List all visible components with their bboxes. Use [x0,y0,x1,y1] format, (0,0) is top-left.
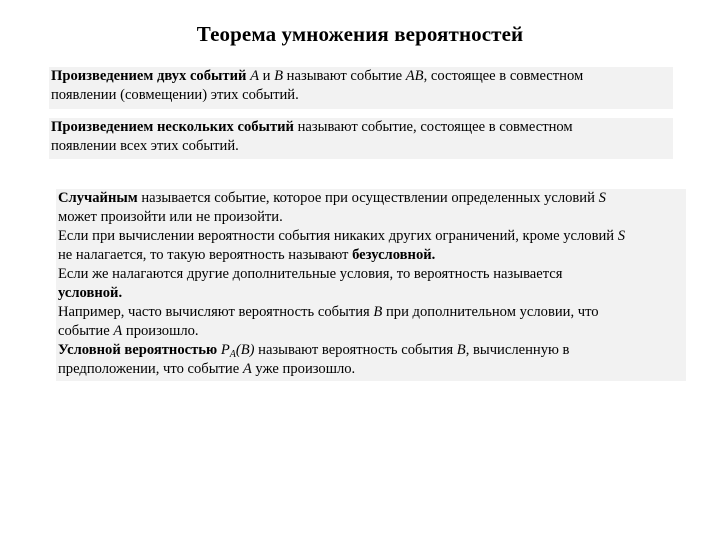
text-line [58,341,684,360]
text: . [431,247,436,263]
text-line [51,118,671,137]
text-line [58,322,684,341]
text: не налагается, то такую вероятность называют [58,247,353,263]
bold-term: безусловной [352,247,432,263]
text-line [58,189,684,208]
text: событие [58,323,114,339]
text-line: может произойти или не произойти. [58,209,283,225]
text: произошло. [122,323,199,339]
text: называют событие, состоящее в совместном [293,119,573,135]
text: называют событие [283,68,406,84]
var-b: B [456,342,466,358]
probability-argument: (B) [235,342,255,358]
text: при дополнительном условии, что [382,304,599,320]
probability-subscript: A [229,349,236,360]
var-ab: AB [405,68,424,84]
text: Если при вычислении вероятности события никаких других ограничений, кроме условий [58,228,618,244]
text: Например, часто вычисляют вероятность события [58,304,374,320]
var-b: B [373,304,383,320]
page-title: Теорема умножения вероятностей [196,22,524,46]
var-a: A [250,68,259,84]
var-a: A [242,361,252,377]
text-line [58,284,684,303]
bold-term: Произведением нескольких событий [51,119,294,135]
text-line [58,227,684,246]
var-s: S [598,190,606,206]
text: , вычисленную в [465,342,570,358]
text-line: появлении (совмещении) этих событий. [51,87,299,103]
var-a: A [113,323,123,339]
text-line [58,246,684,265]
conditional-probability-block [56,189,686,381]
text-line: Если же налагаются другие дополнительные условия, то вероятность называется [58,266,563,282]
text: называется событие, которое при осуществлении определенных условий [137,190,599,206]
text-line [51,67,671,86]
text-line [58,303,684,322]
text: и [258,68,275,84]
definition-product-two-events [49,67,673,109]
probability-symbol: P [220,342,230,358]
text: , состоящее в совместном [423,68,584,84]
var-s: S [617,228,626,244]
var-b: B [274,68,284,84]
text: . [118,285,123,301]
bold-term: Случайным [58,190,138,206]
bold-term: Произведением двух событий [51,68,247,84]
text-line [58,360,684,379]
bold-term: условной [58,285,119,301]
text: уже произошло. [251,361,356,377]
definition-product-several-events [49,118,673,159]
text-line: появлении всех этих событий. [51,138,239,154]
text: называют вероятность события [254,342,457,358]
bold-term: Условной вероятностью [58,342,218,358]
text: предположении, что событие [58,361,243,377]
